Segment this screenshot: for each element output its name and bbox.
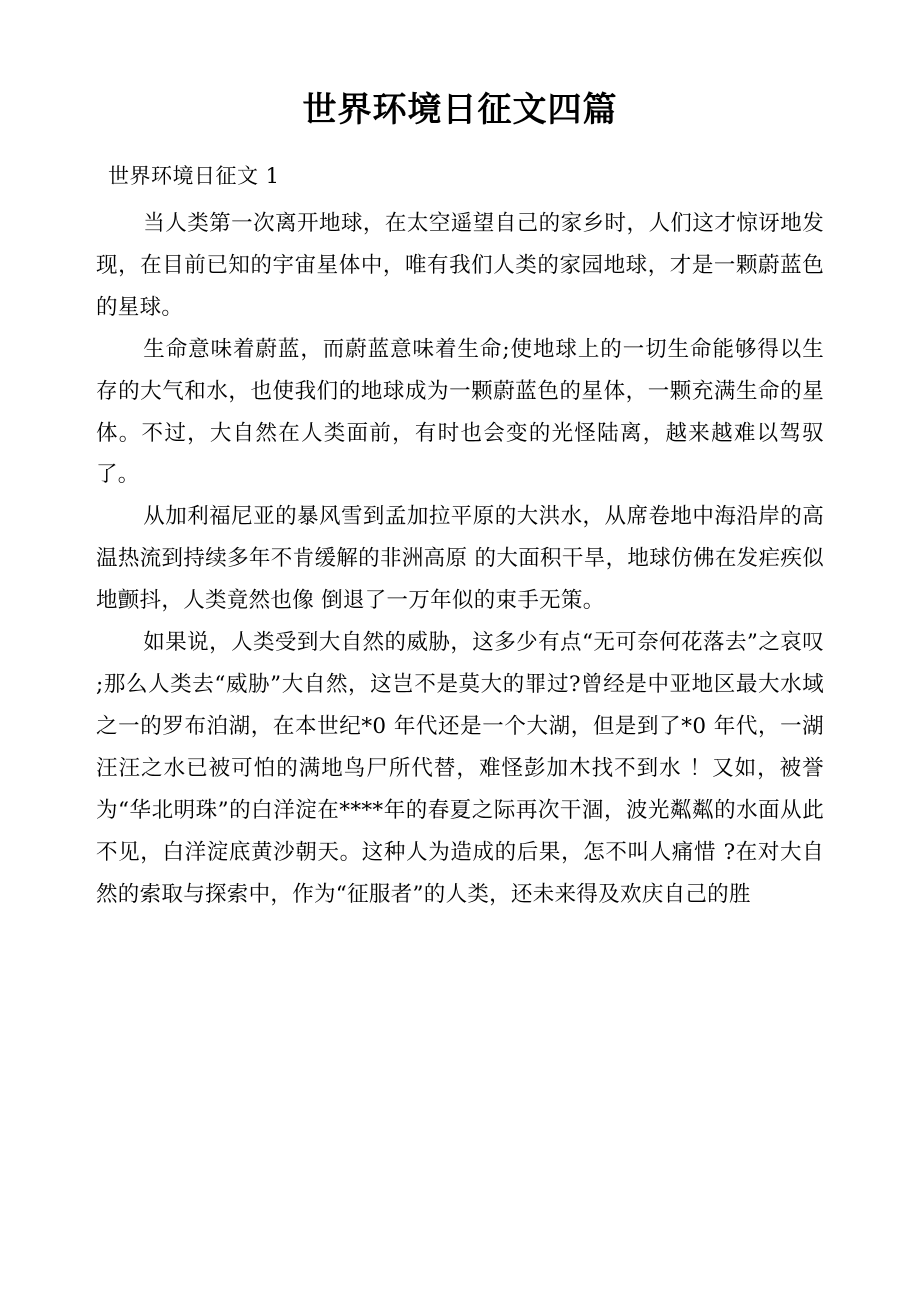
paragraph-1: 当人类第一次离开地球，在太空遥望自己的家乡时，人们这才惊讶地发现，在目前已知的宇宙星体中，唯有我们人类的家园地球，才是一颗蔚蓝色的星球。 bbox=[96, 210, 824, 320]
paragraph-2: 生命意味着蔚蓝，而蔚蓝意味着生命;使地球上的一切生命能够得以生存的大气和水，也使我们的地球成为一颗蔚蓝色的星体，一颗充满生命的星体。不过，大自然在人类面前，有时也会变的光怪陆离，越来越难以驾驭了。 bbox=[96, 336, 824, 488]
paragraph-3: 从加利福尼亚的暴风雪到孟加拉平原的大洪水，从席卷地中海沿岸的高温热流到持续多年不肯缓解的非洲高原 的大面积干旱，地球仿佛在发疟疾似地颤抖，人类竟然也像 倒退了一万年似的束手无策。 bbox=[96, 504, 824, 614]
page-title: 世界环境日征文四篇 bbox=[302, 90, 618, 130]
document-subtitle: 世界环境日征文 1 bbox=[108, 164, 280, 189]
paragraph-4: 如果说，人类受到大自然的威胁，这多少有点“无可奈何花落去”之哀叹 ;那么人类去“威胁”大自然，这岂不是莫大的罪过?曾经是中亚地区最大水域之一的罗布泊湖，在本世纪*0 年代还是一个大湖，但是到了*0 年代，一湖汪汪之水已被可怕的满地鸟尸所代替，难怪彭加木找不到水 ！又如，被誉为“华北明珠”的白洋淀在****年的春夏之际再次干涸，波光粼粼的水面从此不见，白洋淀底黄沙朝天。这种人为造成的后果，怎不叫人痛惜 ?在对大自然的索取与探索中，作为“征服者”的人类，还未来得及欢庆自己的胜 bbox=[96, 630, 824, 907]
